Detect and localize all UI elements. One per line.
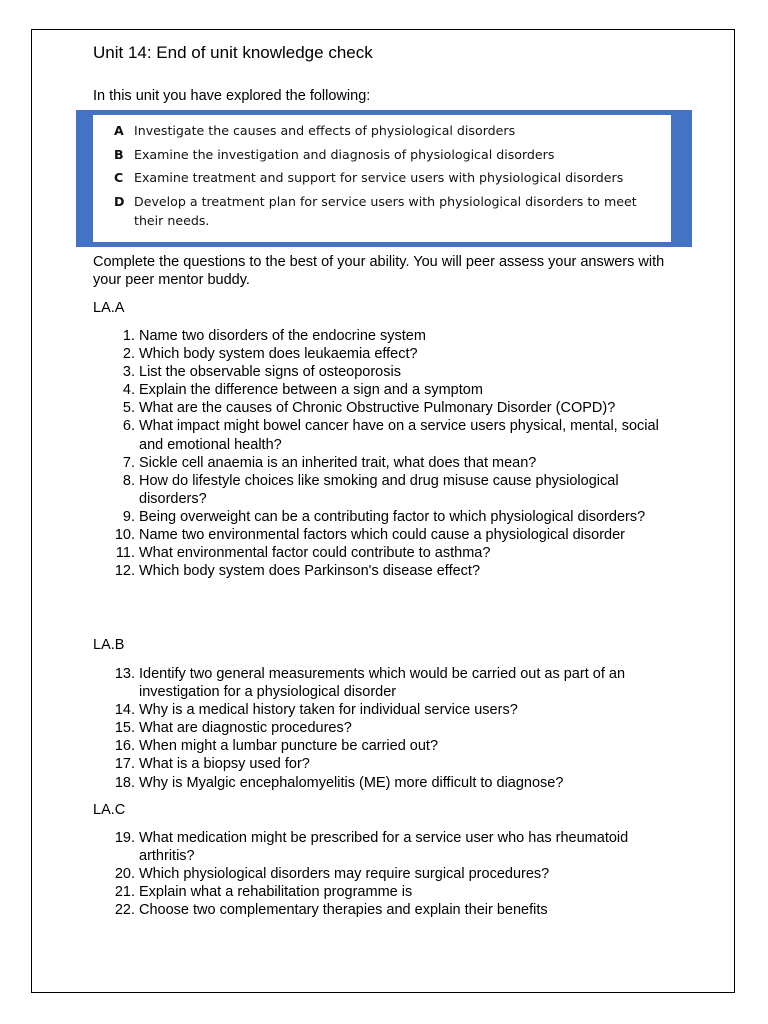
question-number: 8. xyxy=(122,472,135,489)
learning-aim-letter: D xyxy=(114,193,125,209)
question-text: What environmental factor could contribute to asthma? xyxy=(139,545,491,562)
learning-aim-c xyxy=(114,168,663,187)
question-number: 15. xyxy=(114,720,135,737)
question-number: 12. xyxy=(114,563,135,580)
question-item xyxy=(93,544,683,562)
question-item xyxy=(93,381,683,399)
question-item xyxy=(93,901,683,919)
question-item xyxy=(93,755,683,773)
question-text: Choose two complementary therapies and explain their benefits xyxy=(139,902,548,919)
instructions-text: Complete the questions to the best of your ability. You will peer assess your answers with your peer mentor buddy. xyxy=(93,254,665,288)
question-item xyxy=(93,562,683,580)
question-number: 22. xyxy=(114,902,135,919)
intro-text: In this unit you have explored the following: xyxy=(93,88,371,104)
question-item xyxy=(93,526,683,544)
question-text: Which physiological disorders may require surgical procedures? xyxy=(139,866,550,883)
section-heading-la-c: LA.C xyxy=(93,802,126,818)
question-item xyxy=(93,417,683,453)
question-number: 17. xyxy=(114,756,135,773)
question-item xyxy=(93,327,683,345)
question-text: What are the causes of Chronic Obstructive Pulmonary Disorder (COPD)? xyxy=(139,400,616,417)
learning-aims-list xyxy=(93,115,671,242)
question-item xyxy=(93,665,683,701)
question-text: List the observable signs of osteoporosis xyxy=(139,364,401,381)
question-item xyxy=(93,865,683,883)
question-list-la-b xyxy=(93,665,683,792)
question-number: 13. xyxy=(114,666,135,682)
question-item xyxy=(93,719,683,737)
question-text: Why is Myalgic encephalomyelitis (ME) more difficult to diagnose? xyxy=(139,774,564,791)
learning-aim-text: Examine treatment and support for service users with physiological disorders xyxy=(134,170,624,185)
question-text: Explain the difference between a sign and a symptom xyxy=(139,382,483,399)
section-heading-la-b: LA.B xyxy=(93,637,125,653)
question-number: 14. xyxy=(114,702,135,719)
question-text: What medication might be prescribed for a service user who has rheumatoid arthritis? xyxy=(139,830,629,865)
question-number: 9. xyxy=(122,508,135,525)
question-text: Identify two general measurements which would be carried out as part of an investigation for a physiological disorder xyxy=(139,666,626,701)
question-item xyxy=(93,454,683,472)
question-text: Name two environmental factors which could cause a physiological disorder xyxy=(139,527,625,544)
question-item xyxy=(93,508,683,526)
learning-aim-text: Develop a treatment plan for service users with physiological disorders to meet their needs. xyxy=(134,193,637,228)
page-title: Unit 14: End of unit knowledge check xyxy=(93,43,373,62)
question-item xyxy=(93,399,683,417)
question-item xyxy=(93,701,683,719)
question-item xyxy=(93,472,683,508)
learning-aim-text: Investigate the causes and effects of physiological disorders xyxy=(134,123,516,138)
question-text: Name two disorders of the endocrine system xyxy=(139,328,426,344)
question-number: 7. xyxy=(122,454,135,471)
question-number: 4. xyxy=(122,382,135,399)
learning-aim-d xyxy=(114,192,663,230)
question-text: What is a biopsy used for? xyxy=(139,756,310,773)
question-number: 3. xyxy=(122,364,135,381)
learning-aim-letter: C xyxy=(114,170,124,185)
question-item xyxy=(93,363,683,381)
question-item xyxy=(93,883,683,901)
question-number: 10. xyxy=(114,527,135,544)
question-list-la-a xyxy=(93,327,683,580)
question-number: 6. xyxy=(122,418,135,435)
learning-aims-box xyxy=(76,110,692,247)
question-text: What are diagnostic procedures? xyxy=(139,720,352,737)
question-item xyxy=(93,737,683,755)
learning-aim-letter: B xyxy=(114,146,124,162)
question-number: 21. xyxy=(114,884,135,901)
question-number: 18. xyxy=(114,774,135,791)
question-item xyxy=(93,345,683,363)
question-item xyxy=(93,829,683,865)
question-text: Sickle cell anaemia is an inherited trait, what does that mean? xyxy=(139,454,537,471)
section-heading-la-a: LA.A xyxy=(93,300,125,316)
question-number: 5. xyxy=(122,400,135,417)
question-item xyxy=(93,774,683,792)
learning-aim-b xyxy=(114,145,663,164)
question-number: 11. xyxy=(115,545,135,562)
question-number: 2. xyxy=(122,346,135,363)
question-number: 19. xyxy=(114,830,135,846)
learning-aim-text: Examine the investigation and diagnosis of physiological disorders xyxy=(134,146,555,162)
learning-aim-letter: A xyxy=(114,123,124,138)
question-text: Explain what a rehabilitation programme is xyxy=(139,884,413,901)
question-number: 16. xyxy=(114,738,135,755)
learning-aim-a xyxy=(114,121,663,140)
question-number: 20. xyxy=(114,866,135,883)
question-text: Why is a medical history taken for individual service users? xyxy=(139,702,518,719)
question-list-la-c xyxy=(93,829,683,919)
question-text: Which body system does Parkinson's disease effect? xyxy=(139,563,481,580)
question-text: What impact might bowel cancer have on a service users physical, mental, social and emotional health? xyxy=(139,418,659,453)
question-text: Which body system does leukaemia effect? xyxy=(139,346,418,363)
question-text: How do lifestyle choices like smoking and drug misuse cause physiological disorders? xyxy=(139,472,619,507)
question-text: When might a lumbar puncture be carried out? xyxy=(139,738,439,755)
question-number: 1. xyxy=(122,328,135,344)
question-text: Being overweight can be a contributing factor to which physiological disorders? xyxy=(139,508,646,525)
